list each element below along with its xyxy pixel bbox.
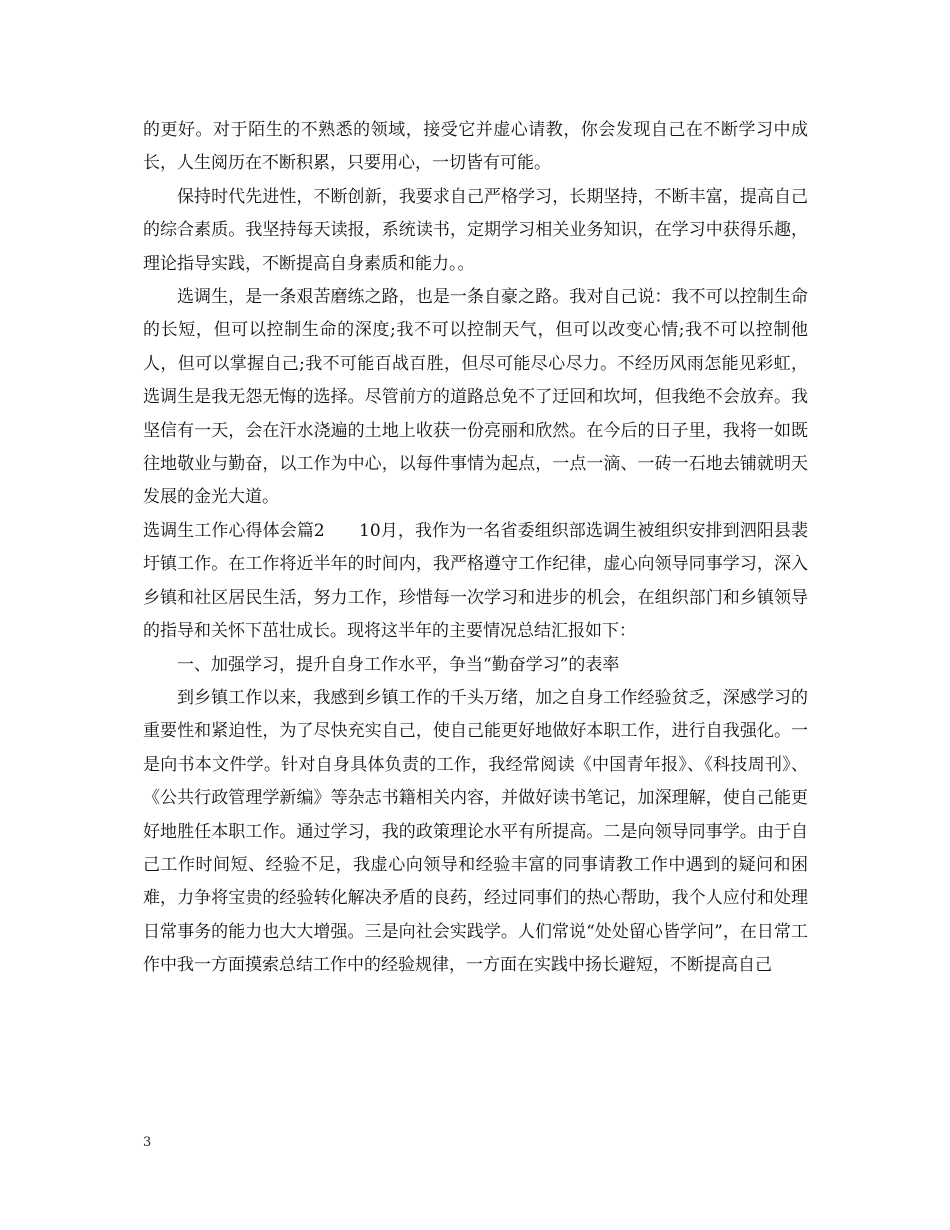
paragraph-3: 选调生，是一条艰苦磨练之路，也是一条自豪之路。我对自己说：我不可以控制生命的长短，但可以控制生命的深度;我不可以控制天气，但可以改变心情;我不可以控制他人，但可以掌握自己;我不可能百战百胜，但尽可能尽心尽力。不经历风雨怎能见彩虹，选调生是我无怨无悔的选择。尽管前方的道路总免不了迂回和坎坷，但我绝不会放弃。我坚信有一天，会在汗水浇遍的土地上收获一份亮丽和欣然。在今后的日子里，我将一如既往地敬业与勤奋，以工作为中心，以每件事情为起点，一点一滴、一砖一石地去铺就明天发展的金光大道。 [143, 287, 808, 508]
document-body [143, 114, 808, 983]
paragraph-5-subheading: 一、加强学习，提升自身工作水平，争当“勤奋学习”的表率 [177, 654, 620, 675]
page-number: 3 [143, 1135, 152, 1150]
paragraph-6: 到乡镇工作以来，我感到乡镇工作的千头万绪，加之自身工作经验贫乏，深感学习的重要性和紧迫性，为了尽快充实自己，使自己能更好地做好本职工作，进行自我强化。一是向书本文件学。针对自身具体负责的工作，我经常阅读《中国青年报》、《科技周刊》、《公共行政管理学新编》等杂志书籍相关内容，并做好读书笔记，加深理解，使自己能更好地胜任本职工作。通过学习，我的政策理论水平有所提高。二是向领导同事学。由于自己工作时间短、经验不足，我虚心向领导和经验丰富的同事请教工作中遇到的疑问和困难，力争将宝贵的经验转化解决矛盾的良药，经过同事们的热心帮助，我个人应付和处理日常事务的能力也大大增强。三是向社会实践学。人们常说“处处留心皆学问”，在日常工作中我一方面摸索总结工作中的经验规律，一方面在实践中扬长避短，不断提高自己 [143, 687, 808, 976]
paragraph-4-section-heading: 选调生工作心得体会篇2 10月，我作为一名省委组织部选调生被组织安排到泗阳县裴圩镇工作。在工作将近半年的时间内，我严格遵守工作纪律，虚心向领导同事学习，深入乡镇和社区居民生活，努力工作，珍惜每一次学习和进步的机会，在组织部门和乡镇领导的指导和关怀下茁壮成长。现将这半年的主要情况总结汇报如下： [143, 520, 808, 642]
paragraph-1: 的更好。对于陌生的不熟悉的领域，接受它并虚心请教，你会发现自己在不断学习中成长，人生阅历在不断积累，只要用心，一切皆有可能。 [143, 120, 808, 174]
paragraph-2: 保持时代先进性，不断创新，我要求自己严格学习，长期坚持，不断丰富，提高自己的综合素质。我坚持每天读报，系统读书，定期学习相关业务知识，在学习中获得乐趣，理论指导实践，不断提高自身素质和能力。。 [143, 186, 808, 274]
